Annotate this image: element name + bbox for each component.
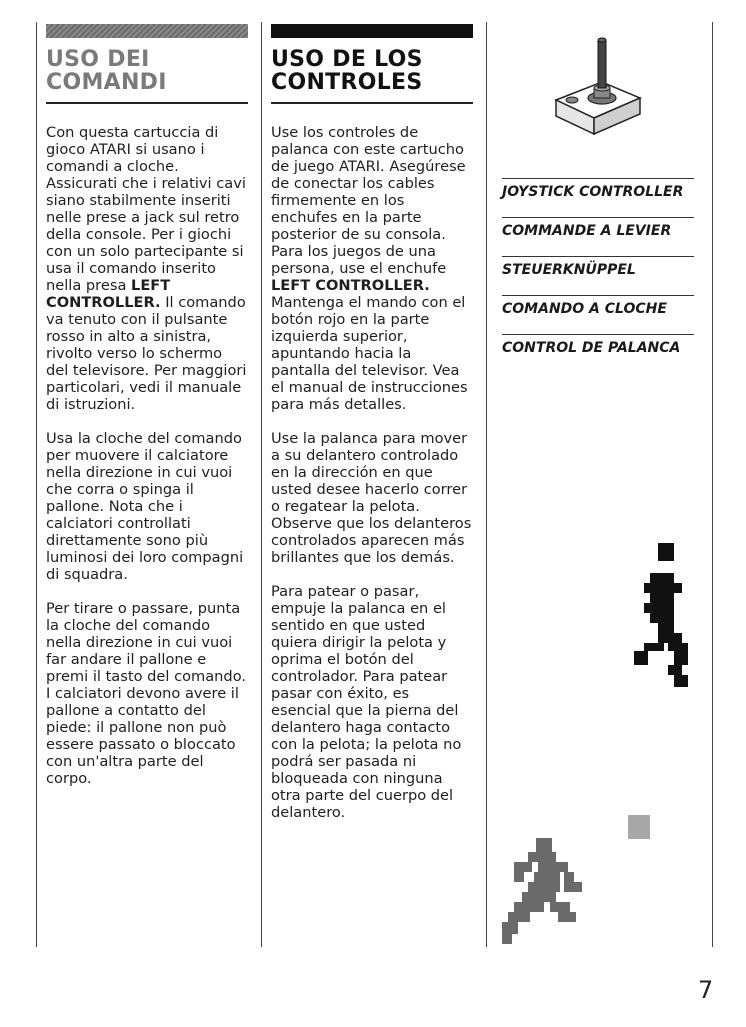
- player-sprite-black: [634, 543, 692, 689]
- spanish-header-bar: [271, 24, 473, 38]
- italian-heading-rule: [46, 102, 248, 104]
- italian-header-bar: [46, 24, 248, 38]
- spanish-paragraph-1: Use los controles de palanca con este cartucho de juego ATARI. Asegúrese de conectar los cables firmemente en los enchufes en la parte posterior de su consola. Para los juegos de una persona, use el enchufe LEFT CONTROLLER. Mantenga el mando con el botón rojo en la parte izquierda superior, apuntando hacia la pantalla del televisor. Vea el manual de instrucciones para más detalles.: [271, 124, 468, 413]
- player-sprite-grey: [502, 838, 586, 946]
- spanish-column: [271, 24, 473, 838]
- column-rule-right: [712, 22, 713, 947]
- ball-sprite: [628, 815, 650, 839]
- column-rule-left: [36, 22, 37, 947]
- italian-paragraph-2: Usa la cloche del comando per muovere il calciatore nella direzione in cui vuoi che corra o spinga il pallone. Nota che i calciatori controllati direttamente sono più luminosi dei loro compagni di squadra.: [46, 430, 244, 583]
- page-number: 7: [698, 976, 714, 1004]
- label-comando-a-cloche: COMANDO A CLOCHE: [502, 301, 667, 317]
- joystick-icon: [548, 34, 644, 144]
- spanish-paragraph-3: Para patear o pasar, empuje la palanca en el sentido en que usted quiera dirigir la pelota y oprima el botón del controlador. Para patear pasar con éxito, es esencial que la pierna del delantero haga contacto con la pelota; la pelota no podrá ser pasada ni bloqueada con ninguna otra parte del cuerpo del delantero.: [271, 583, 462, 821]
- spanish-paragraph-2: Use la palanca para mover a su delantero controlado en la dirección en que usted desee hacerlo correr o regatear la pelota. Observe que los delanteros controlados aparecen más brillantes que los demás.: [271, 430, 472, 566]
- italian-column: [46, 24, 248, 804]
- spanish-heading: USO DE LOS CONTROLES: [271, 47, 423, 95]
- column-rule-center: [486, 22, 487, 947]
- label-control-de-palanca: CONTROL DE PALANCA: [502, 340, 681, 356]
- column-rule-middle: [261, 22, 262, 947]
- italian-paragraph-1: Con questa cartuccia di gioco ATARI si usano i comandi a cloche. Assicurati che i relativi cavi siano stabilmente inseriti nelle prese a jack sul retro della console. Per i giochi con un solo partecipante si usa il comando inserito nella presa LEFT CONTROLLER. Il comando va tenuto con il pulsante rosso in alto a sinistra, rivolto verso lo schermo del televisore. Per maggiori particolari, vedi il manuale di istruzioni.: [46, 124, 247, 413]
- italian-heading: USO DEI COMANDI: [46, 47, 167, 95]
- spanish-heading-rule: [271, 102, 473, 104]
- label-commande-a-levier: COMMANDE A LEVIER: [502, 223, 672, 239]
- label-joystick-controller: JOYSTICK CONTROLLER: [502, 184, 684, 200]
- italian-paragraph-3: Per tirare o passare, punta la cloche del comando nella direzione in cui vuoi far andare il pallone e premi il tasto del comando. I calciatori devono avere il pallone a contatto del piede: il pallone non può essere passato o bloccato con un'altra parte del corpo.: [46, 600, 247, 787]
- controller-label-list: [502, 178, 694, 373]
- label-steuerknuppel: STEUERKNÜPPEL: [502, 262, 636, 278]
